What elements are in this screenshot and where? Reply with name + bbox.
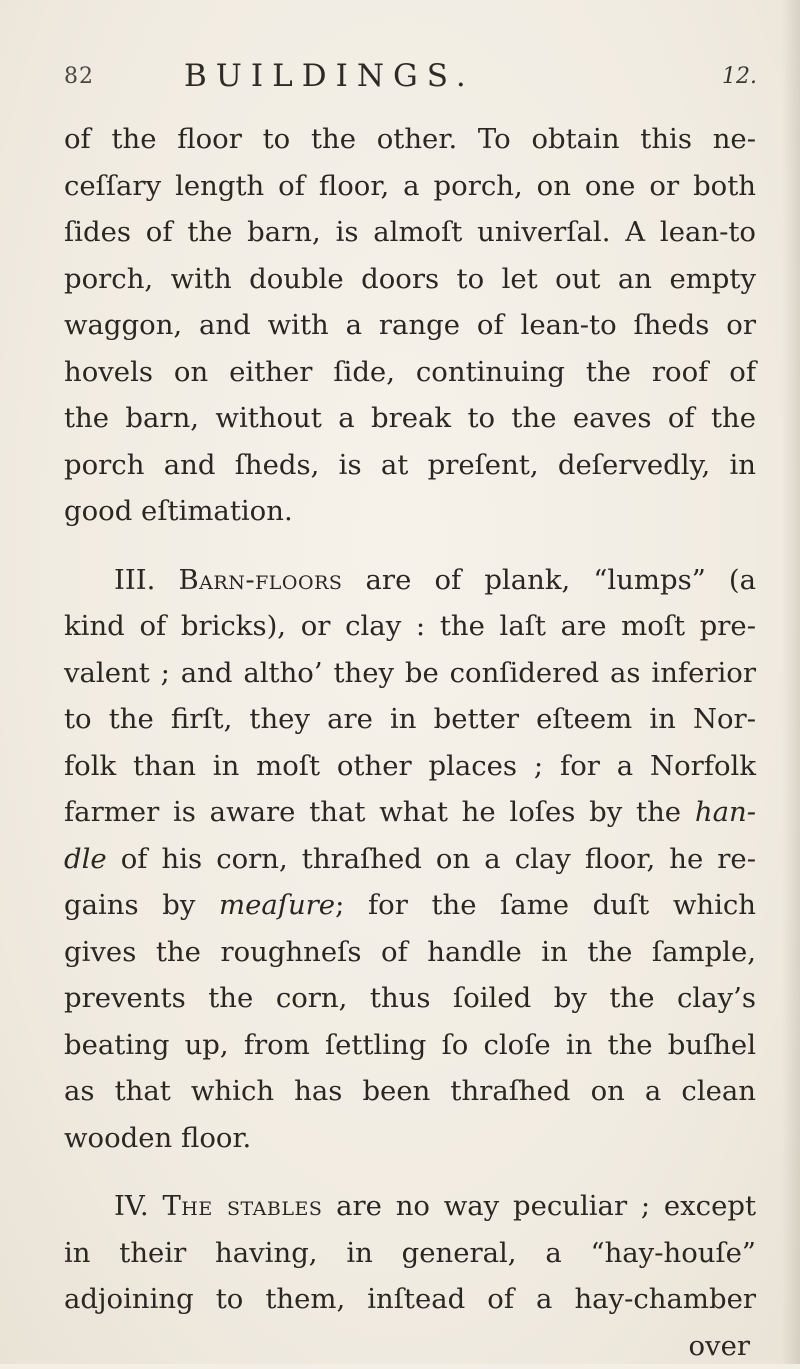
text-line: hovels on either ſide, continuing the roof of <box>64 349 756 396</box>
text-line: ſides of the barn, is almoſt univerſal. A lean-to <box>64 209 756 256</box>
text-line <box>64 789 756 836</box>
text-line: ceſſary length of floor, a porch, on one or both <box>64 163 756 210</box>
catchword: over <box>64 1323 756 1369</box>
text-line: folk than in moſt other places ; for a Norfolk <box>64 743 756 790</box>
text-line <box>64 882 756 929</box>
page-header <box>0 58 800 98</box>
section-number: 12. <box>722 64 757 89</box>
text-run: of his corn, thraſhed on a clay floor, he re- <box>121 843 756 875</box>
paragraph-number: III. <box>114 564 155 596</box>
text-line: in their having, in general, a “hay-houſe” <box>64 1230 756 1277</box>
text-run: are of plank, “lumps” (a <box>366 564 756 596</box>
paragraph-heading: The stables <box>162 1190 322 1222</box>
text-line: as that which has been thraſhed on a clean <box>64 1068 756 1115</box>
text-run: are no way peculiar ; except <box>336 1190 756 1222</box>
emphasis-text: han- <box>695 796 756 828</box>
paragraph-gap <box>64 1161 756 1183</box>
text-line: valent ; and altho’ they be conſidered as inferior <box>64 650 756 697</box>
text-line: beating up, from ſettling ſo cloſe in the buſhel <box>64 1022 756 1069</box>
body-text <box>64 116 756 1369</box>
text-line: good eſtimation. <box>64 488 756 535</box>
page-number: 82 <box>64 64 94 89</box>
paragraph-iii <box>64 557 756 1162</box>
text-line: of the floor to the other. To obtain this ne- <box>64 116 756 163</box>
text-run: gains by <box>64 889 195 921</box>
paragraph-number: IV. <box>114 1190 149 1222</box>
text-line: to the firſt, they are in better eſteem in Nor- <box>64 696 756 743</box>
paragraph-heading: Barn-floors <box>178 564 342 596</box>
text-line: gives the roughneſs of handle in the ſample, <box>64 929 756 976</box>
text-line: prevents the corn, thus ſoiled by the clay’s <box>64 975 756 1022</box>
text-line: waggon, and with a range of lean-to ſheds or <box>64 302 756 349</box>
emphasis-text: dle <box>64 843 107 875</box>
text-line: porch and ſheds, is at preſent, deſervedly, in <box>64 442 756 489</box>
text-line: porch, with double doors to let out an empty <box>64 256 756 303</box>
text-line <box>64 836 756 883</box>
paragraph-iv <box>64 1183 756 1323</box>
text-line: the barn, without a break to the eaves of the <box>64 395 756 442</box>
text-line: adjoining to them, inſtead of a hay-chamber <box>64 1276 756 1323</box>
text-run: farmer is aware that what he loſes by the <box>64 796 681 828</box>
paragraph-continued <box>64 116 756 535</box>
text-line: wooden floor. <box>64 1115 756 1162</box>
paragraph-gap <box>64 535 756 557</box>
paragraph-first-line <box>64 1183 756 1230</box>
text-line: kind of bricks), or clay : the laſt are moſt pre- <box>64 603 756 650</box>
running-head: BUILDINGS. <box>184 58 475 94</box>
page-edge-shadow <box>782 0 800 1364</box>
emphasis-text: meaſure <box>219 889 335 921</box>
text-run: ; for the ſame duſt which <box>335 889 756 921</box>
paragraph-first-line <box>64 557 756 604</box>
